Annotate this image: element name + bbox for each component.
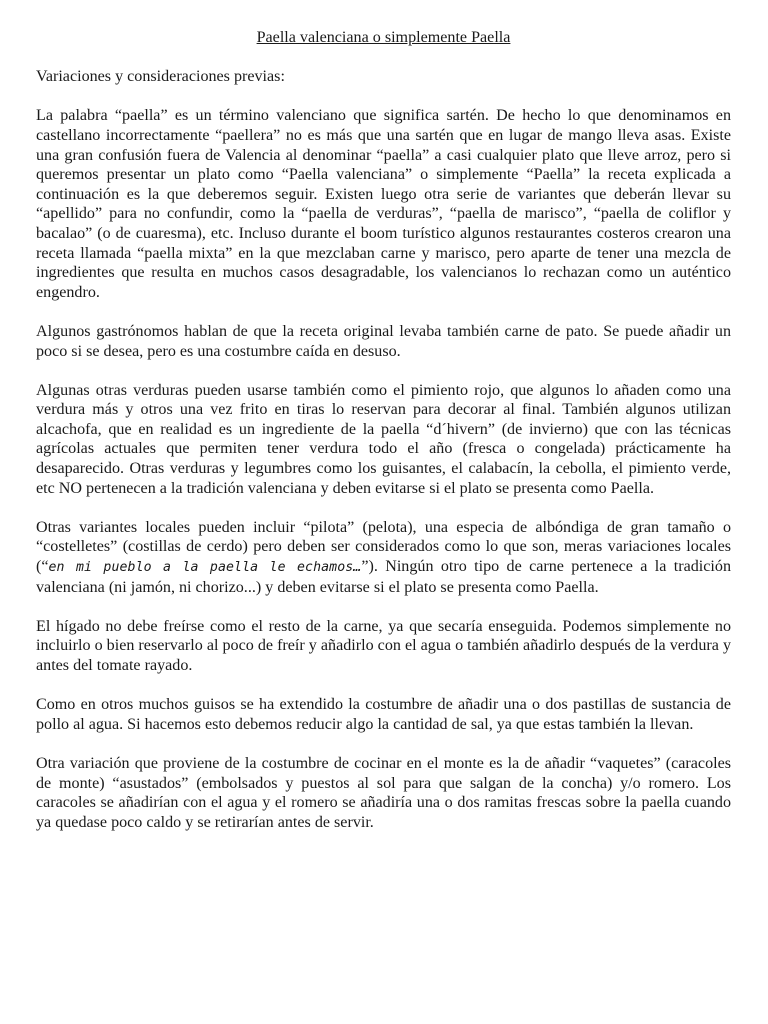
paragraph-other-vegetables: Algunas otras verduras pueden usarse también como el pimiento rojo, que algunos lo añaden como una verdura más y otros una vez frito en tiras lo reservan para decorar al final. También algunos utilizan alcachofa, que en realidad es un ingrediente de la paella “d´hivern” (de invierno) que con las técnicas agrícolas actuales que permiten tener verdura todo el año (fresca o congelada) prácticamente ha desaparecido. Otras verduras y legumbres como los guisantes, el calabacín, la cebolla, el pimiento verde, etc NO pertenecen a la tradición valenciana y deben evitarse si el plato se presenta como Paella. xyxy=(36,381,731,497)
section-subtitle: Variaciones y consideraciones previas: xyxy=(36,68,285,86)
paragraph-snails-rosemary: Otra variación que proviene de la costumbre de cocinar en el monte es la de añadir “vaquetes” (caracoles de monte) “asustados” (embolsados y puestos al sol para que salgan de la concha) y/o romero. Los caracoles se añadirían con el agua y el romero se añadiría una o dos ramitas frescas sobre la paella cuando ya quedase poco caldo y se retirarían antes de servir. xyxy=(36,754,731,831)
document-title: Paella valenciana o simplemente Paella xyxy=(256,29,511,46)
paragraph-chicken-stock: Como en otros muchos guisos se ha extendido la costumbre de añadir una o dos pastillas de sustancia de pollo al agua. Si hacemos esto debemos reducir algo la cantidad de sal, ya que estas también la llevan. xyxy=(36,696,731,733)
paragraph-local-variants-before: Otras variantes locales pueden incluir “pilota” (pelota), una especia de albóndiga de gran tamaño o “costelletes” (costillas de cerdo) pero deben ser considerados como lo que son, meras variaciones locales (“ xyxy=(36,518,731,576)
paragraph-paella-meaning: La palabra “paella” es un término valenciano que significa sartén. De hecho lo que denominamos en castellano incorrectamente “paellera” no es más que una sartén que en lugar de mango lleva asas. Existe una gran confusión fuera de Valencia al denominar “paella” a casi cualquier plato que lleve arroz, pero si queremos presentar un plato como “Paella valenciana” o simplemente “Paella” la receta explicada a continuación es la que deberemos seguir. Existen luego otra serie de variantes que deberán llevar su “apellido” para no confundir, como la “paella de verduras”, “paella de marisco”, “paella de coliflor y bacalao” (o de cuaresma), etc. Incluso durante el boom turístico algunos restaurantes costeros crearon una receta llamada “paella mixta” en la que mezclaban carne y marisco, pero aparte de tener una mezcla de ingredientes que resulta en muchos casos desagradable, los valencianos lo rechazan como un auténtico engendro. xyxy=(36,107,731,301)
document-page xyxy=(36,28,731,852)
paragraph-local-variants xyxy=(36,518,731,597)
paragraph-local-variants-after: ”). Ningún otro tipo de carne pertenece a la tradición valenciana (ni jamón, ni chorizo...) y deben evitarse si el plato se presenta como Paella. xyxy=(36,558,731,596)
paragraph-liver: El hígado no debe freírse como el resto de la carne, ya que secaría enseguida. Podemos simplemente no incluirlo o bien reservarlo al poco de freír y añadirlo con el agua o también añadirlo después de la verdura y antes del tomate rayado. xyxy=(36,617,731,674)
paragraph-duck-meat: Algunos gastrónomos hablan de que la receta original levaba también carne de pato. Se puede añadir un poco si se desea, pero es una costumbre caída en desuso. xyxy=(36,322,731,360)
local-saying-quote: en mi pueblo a la paella le echamos… xyxy=(48,560,362,576)
